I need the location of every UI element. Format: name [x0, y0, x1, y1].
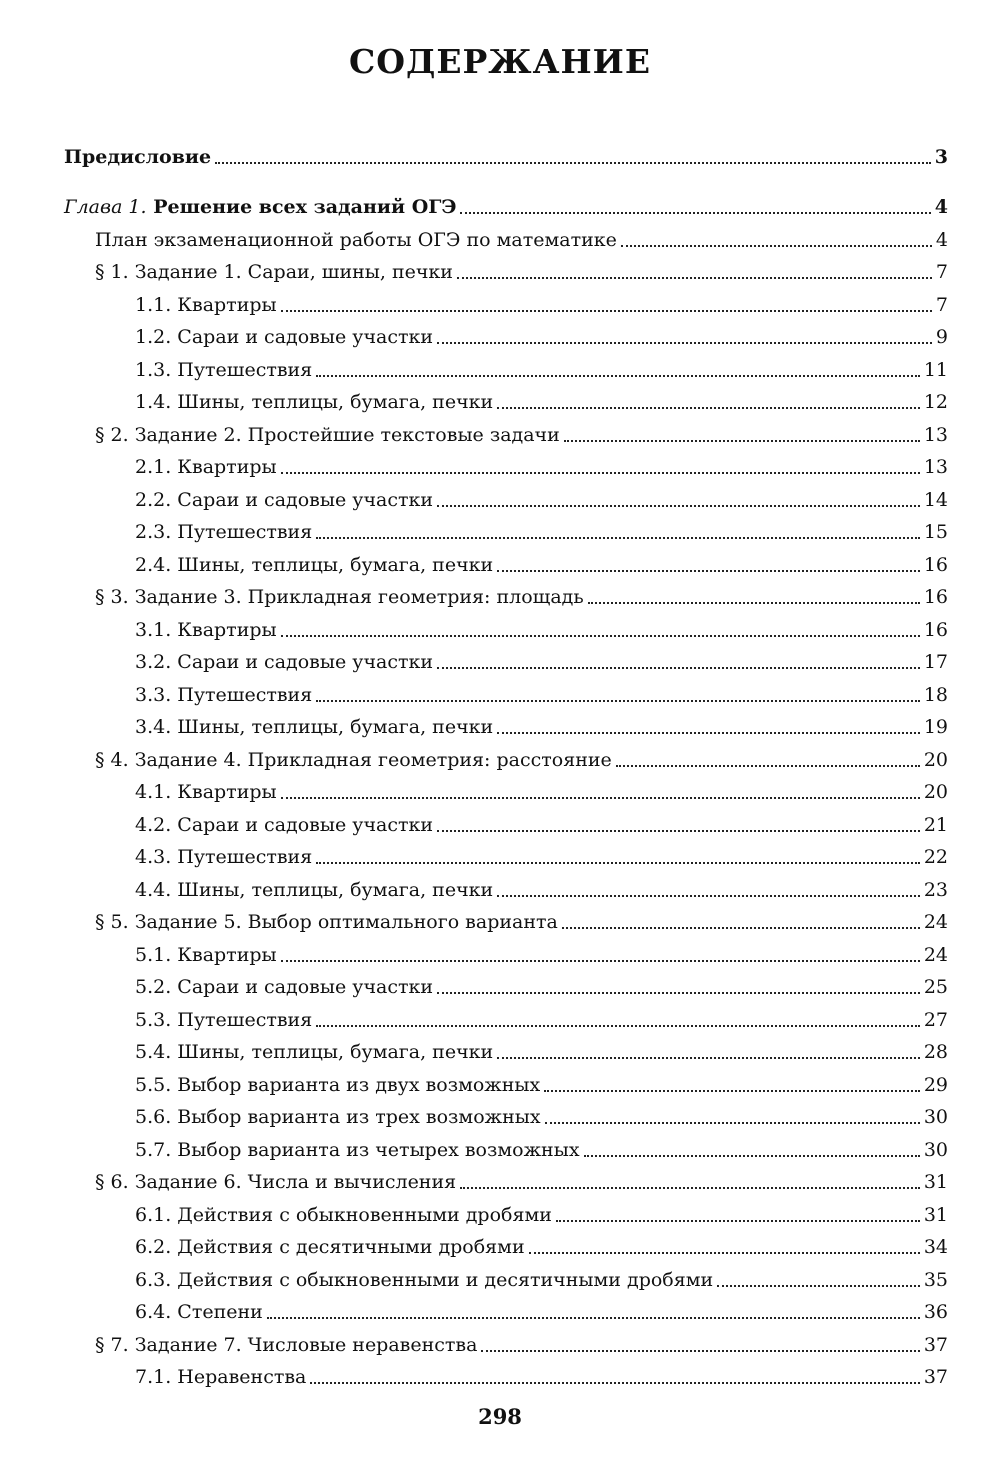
dot-leader	[616, 765, 920, 767]
toc-entry-label: 1.1. Квартиры	[135, 291, 279, 319]
toc-subsection[interactable]	[0, 839, 1000, 872]
toc-entry-page: 30	[923, 1106, 948, 1128]
toc-entry-label: 6.2. Действия с десятичными дробями	[135, 1233, 527, 1261]
toc-entry-preface[interactable]	[0, 138, 1000, 171]
toc-entry-label: 5.7. Выбор варианта из четырех возможных	[135, 1136, 582, 1164]
toc-subsection[interactable]	[0, 1294, 1000, 1327]
toc-subsection[interactable]	[0, 449, 1000, 482]
toc-entry-page: 37	[923, 1366, 948, 1388]
toc-entry-page: 24	[923, 943, 948, 966]
toc-subsection[interactable]	[0, 384, 1000, 417]
toc-subsection[interactable]	[0, 351, 1000, 384]
toc-subsection[interactable]	[0, 1261, 1000, 1294]
toc-section-3[interactable]	[0, 579, 1000, 612]
toc-entry-page: 16	[923, 618, 948, 641]
dot-leader	[281, 472, 920, 474]
toc-entry-page: 7	[935, 261, 948, 283]
toc-entry-page: 4	[935, 228, 948, 251]
toc-entry-page: 36	[923, 1301, 948, 1323]
toc-entry-label: 1.3. Путешествия	[135, 356, 314, 384]
toc-subsection[interactable]	[0, 676, 1000, 709]
toc-entry-page: 20	[923, 781, 948, 803]
dot-leader	[584, 1155, 920, 1157]
toc-entry-label: 4.1. Квартиры	[135, 778, 279, 806]
toc-section-6[interactable]	[0, 1164, 1000, 1197]
toc-entry-label: 7.1. Неравенства	[135, 1363, 308, 1391]
toc-entry-label: § 1. Задание 1. Сараи, шины, печки	[95, 258, 455, 286]
toc-section-5[interactable]	[0, 904, 1000, 937]
toc-subsection[interactable]	[0, 611, 1000, 644]
chapter-prefix: Глава 1.	[64, 196, 147, 218]
toc-subsection[interactable]	[0, 319, 1000, 352]
dot-leader	[281, 960, 920, 962]
toc-entry-page: 23	[923, 878, 948, 901]
toc-entry-label: 1.2. Сараи и садовые участки	[135, 323, 435, 351]
toc-entry-page: 34	[923, 1236, 948, 1258]
toc-subsection[interactable]	[0, 481, 1000, 514]
toc-entry-label: 2.4. Шины, теплицы, бумага, печки	[135, 551, 495, 579]
dot-leader	[562, 927, 920, 929]
toc-subsection[interactable]	[0, 936, 1000, 969]
toc-entry-label: 5.1. Квартиры	[135, 941, 279, 969]
toc-entry-page: 13	[923, 423, 948, 446]
toc-entry-label: § 5. Задание 5. Выбор оптимального варианта	[95, 908, 560, 936]
dot-leader	[457, 277, 932, 279]
toc-entry-label: 4.3. Путешествия	[135, 843, 314, 871]
page-number: 298	[478, 1404, 522, 1429]
page-title: СОДЕРЖАНИЕ	[348, 42, 651, 81]
toc-subsection[interactable]	[0, 871, 1000, 904]
toc-entry-label: 5.2. Сараи и садовые участки	[135, 973, 435, 1001]
toc-entry-page: 29	[923, 1073, 948, 1096]
toc-entry-label: § 7. Задание 7. Числовые неравенства	[95, 1331, 479, 1359]
toc-entry-page: 12	[923, 391, 948, 413]
dot-leader	[281, 797, 920, 799]
toc-entry-page: 35	[923, 1268, 948, 1291]
dot-leader	[497, 570, 920, 572]
dot-leader	[437, 342, 932, 344]
toc-subsection[interactable]	[0, 774, 1000, 807]
toc-subsection[interactable]	[0, 1034, 1000, 1067]
dot-leader	[556, 1220, 920, 1222]
dot-leader	[460, 212, 930, 214]
toc-subsection[interactable]	[0, 546, 1000, 579]
dot-leader	[460, 1187, 920, 1189]
toc-entry-label: План экзаменационной работы ОГЭ по математике	[95, 226, 619, 254]
toc-entry-label: 2.1. Квартиры	[135, 453, 279, 481]
toc-entry-page: 31	[923, 1203, 948, 1226]
toc-subsection[interactable]	[0, 644, 1000, 677]
toc-entry-label: 3.1. Квартиры	[135, 616, 279, 644]
toc-entry-label: 5.5. Выбор варианта из двух возможных	[135, 1071, 542, 1099]
toc-entry-label: Предисловие	[64, 143, 213, 171]
toc-entry-page: 24	[923, 911, 948, 933]
toc-entry-page: 19	[923, 716, 948, 738]
toc-entry-label: 3.2. Сараи и садовые участки	[135, 648, 435, 676]
toc-entry-page: 25	[923, 976, 948, 998]
toc-section-4[interactable]	[0, 741, 1000, 774]
dot-leader	[621, 245, 932, 247]
toc-section-2[interactable]	[0, 416, 1000, 449]
toc-subsection[interactable]	[0, 969, 1000, 1002]
toc-subsection[interactable]	[0, 1196, 1000, 1229]
toc-entry-page: 13	[923, 456, 948, 478]
toc-entry-label	[64, 193, 458, 221]
dot-leader	[437, 667, 920, 669]
toc-subsection[interactable]	[0, 514, 1000, 547]
dot-leader	[497, 1057, 920, 1059]
toc-entry-page: 21	[923, 813, 948, 836]
dot-leader	[316, 1025, 920, 1027]
toc-entry-label: 6.4. Степени	[135, 1298, 265, 1326]
sections-list	[0, 254, 1000, 1392]
toc-entry-label: 1.4. Шины, теплицы, бумага, печки	[135, 388, 495, 416]
toc-entry-label: 2.3. Путешествия	[135, 518, 314, 546]
toc-section-1[interactable]	[0, 254, 1000, 287]
toc-entry-page: 20	[923, 748, 948, 771]
toc-entry-label: § 2. Задание 2. Простейшие текстовые задачи	[95, 421, 562, 449]
dot-leader	[564, 440, 920, 442]
toc-entry-page: 11	[923, 358, 948, 381]
toc-entry-page: 37	[923, 1333, 948, 1356]
chapter-title: Решение всех заданий ОГЭ	[153, 196, 457, 218]
dot-leader	[437, 992, 920, 994]
toc-entry-page: 31	[923, 1171, 948, 1193]
toc-entry-page: 22	[923, 846, 948, 868]
toc-entry-label: § 4. Задание 4. Прикладная геометрия: расстояние	[95, 746, 614, 774]
dot-leader	[529, 1252, 920, 1254]
toc-subsection[interactable]	[0, 709, 1000, 742]
toc-entry-page: 28	[923, 1041, 948, 1063]
toc-subsection[interactable]	[0, 1131, 1000, 1164]
toc-entry-label: 3.4. Шины, теплицы, бумага, печки	[135, 713, 495, 741]
toc-entry-page: 16	[923, 553, 948, 576]
table-of-contents	[0, 138, 1000, 1391]
toc-entry-label: 5.4. Шины, теплицы, бумага, печки	[135, 1038, 495, 1066]
toc-entry-label: 4.2. Сараи и садовые участки	[135, 811, 435, 839]
dot-leader	[717, 1285, 920, 1287]
dot-leader	[588, 602, 920, 604]
toc-entry-page: 14	[923, 488, 948, 511]
toc-entry-label: 4.4. Шины, теплицы, бумага, печки	[135, 876, 495, 904]
toc-subsection[interactable]	[0, 1001, 1000, 1034]
toc-entry-page: 27	[923, 1008, 948, 1031]
dot-leader	[267, 1317, 920, 1319]
toc-entry-page: 9	[935, 326, 948, 348]
toc-entry-label: § 3. Задание 3. Прикладная геометрия: площадь	[95, 583, 586, 611]
toc-subsection[interactable]	[0, 806, 1000, 839]
toc-entry-page: 3	[934, 145, 948, 168]
dot-leader	[544, 1090, 920, 1092]
toc-entry-page: 18	[923, 683, 948, 706]
toc-entry-page: 16	[923, 586, 948, 608]
dot-leader	[481, 1350, 919, 1352]
toc-subsection[interactable]	[0, 1229, 1000, 1262]
toc-entry-page: 7	[935, 293, 948, 316]
dot-leader	[215, 162, 931, 164]
dot-leader	[497, 407, 920, 409]
toc-entry-label: 3.3. Путешествия	[135, 681, 314, 709]
toc-entry-label: 6.1. Действия с обыкновенными дробями	[135, 1201, 554, 1229]
dot-leader	[497, 732, 920, 734]
dot-leader	[437, 830, 920, 832]
toc-entry-label: 5.3. Путешествия	[135, 1006, 314, 1034]
dot-leader	[281, 635, 920, 637]
toc-subsection[interactable]	[0, 286, 1000, 319]
toc-entry-page: 17	[923, 651, 948, 673]
dot-leader	[437, 505, 920, 507]
toc-entry-page: 4	[934, 196, 948, 218]
dot-leader	[316, 375, 920, 377]
dot-leader	[316, 862, 920, 864]
dot-leader	[281, 310, 932, 312]
toc-entry-page: 15	[923, 521, 948, 543]
dot-leader	[316, 700, 920, 702]
dot-leader	[316, 537, 920, 539]
dot-leader	[310, 1382, 919, 1384]
toc-subsection[interactable]	[0, 1099, 1000, 1132]
toc-subsection[interactable]	[0, 1066, 1000, 1099]
dot-leader	[497, 895, 920, 897]
toc-entry-page: 30	[923, 1138, 948, 1161]
toc-entry-label: 5.6. Выбор варианта из трех возможных	[135, 1103, 543, 1131]
toc-entry-label: § 6. Задание 6. Числа и вычисления	[95, 1168, 458, 1196]
toc-entry-chapter[interactable]	[0, 189, 1000, 222]
dot-leader	[545, 1122, 920, 1124]
toc-subsection[interactable]	[0, 1359, 1000, 1392]
toc-section-7[interactable]	[0, 1326, 1000, 1359]
toc-entry-label: 6.3. Действия с обыкновенными и десятичными дробями	[135, 1266, 715, 1294]
toc-entry-label: 2.2. Сараи и садовые участки	[135, 486, 435, 514]
toc-entry-plan[interactable]	[0, 221, 1000, 254]
